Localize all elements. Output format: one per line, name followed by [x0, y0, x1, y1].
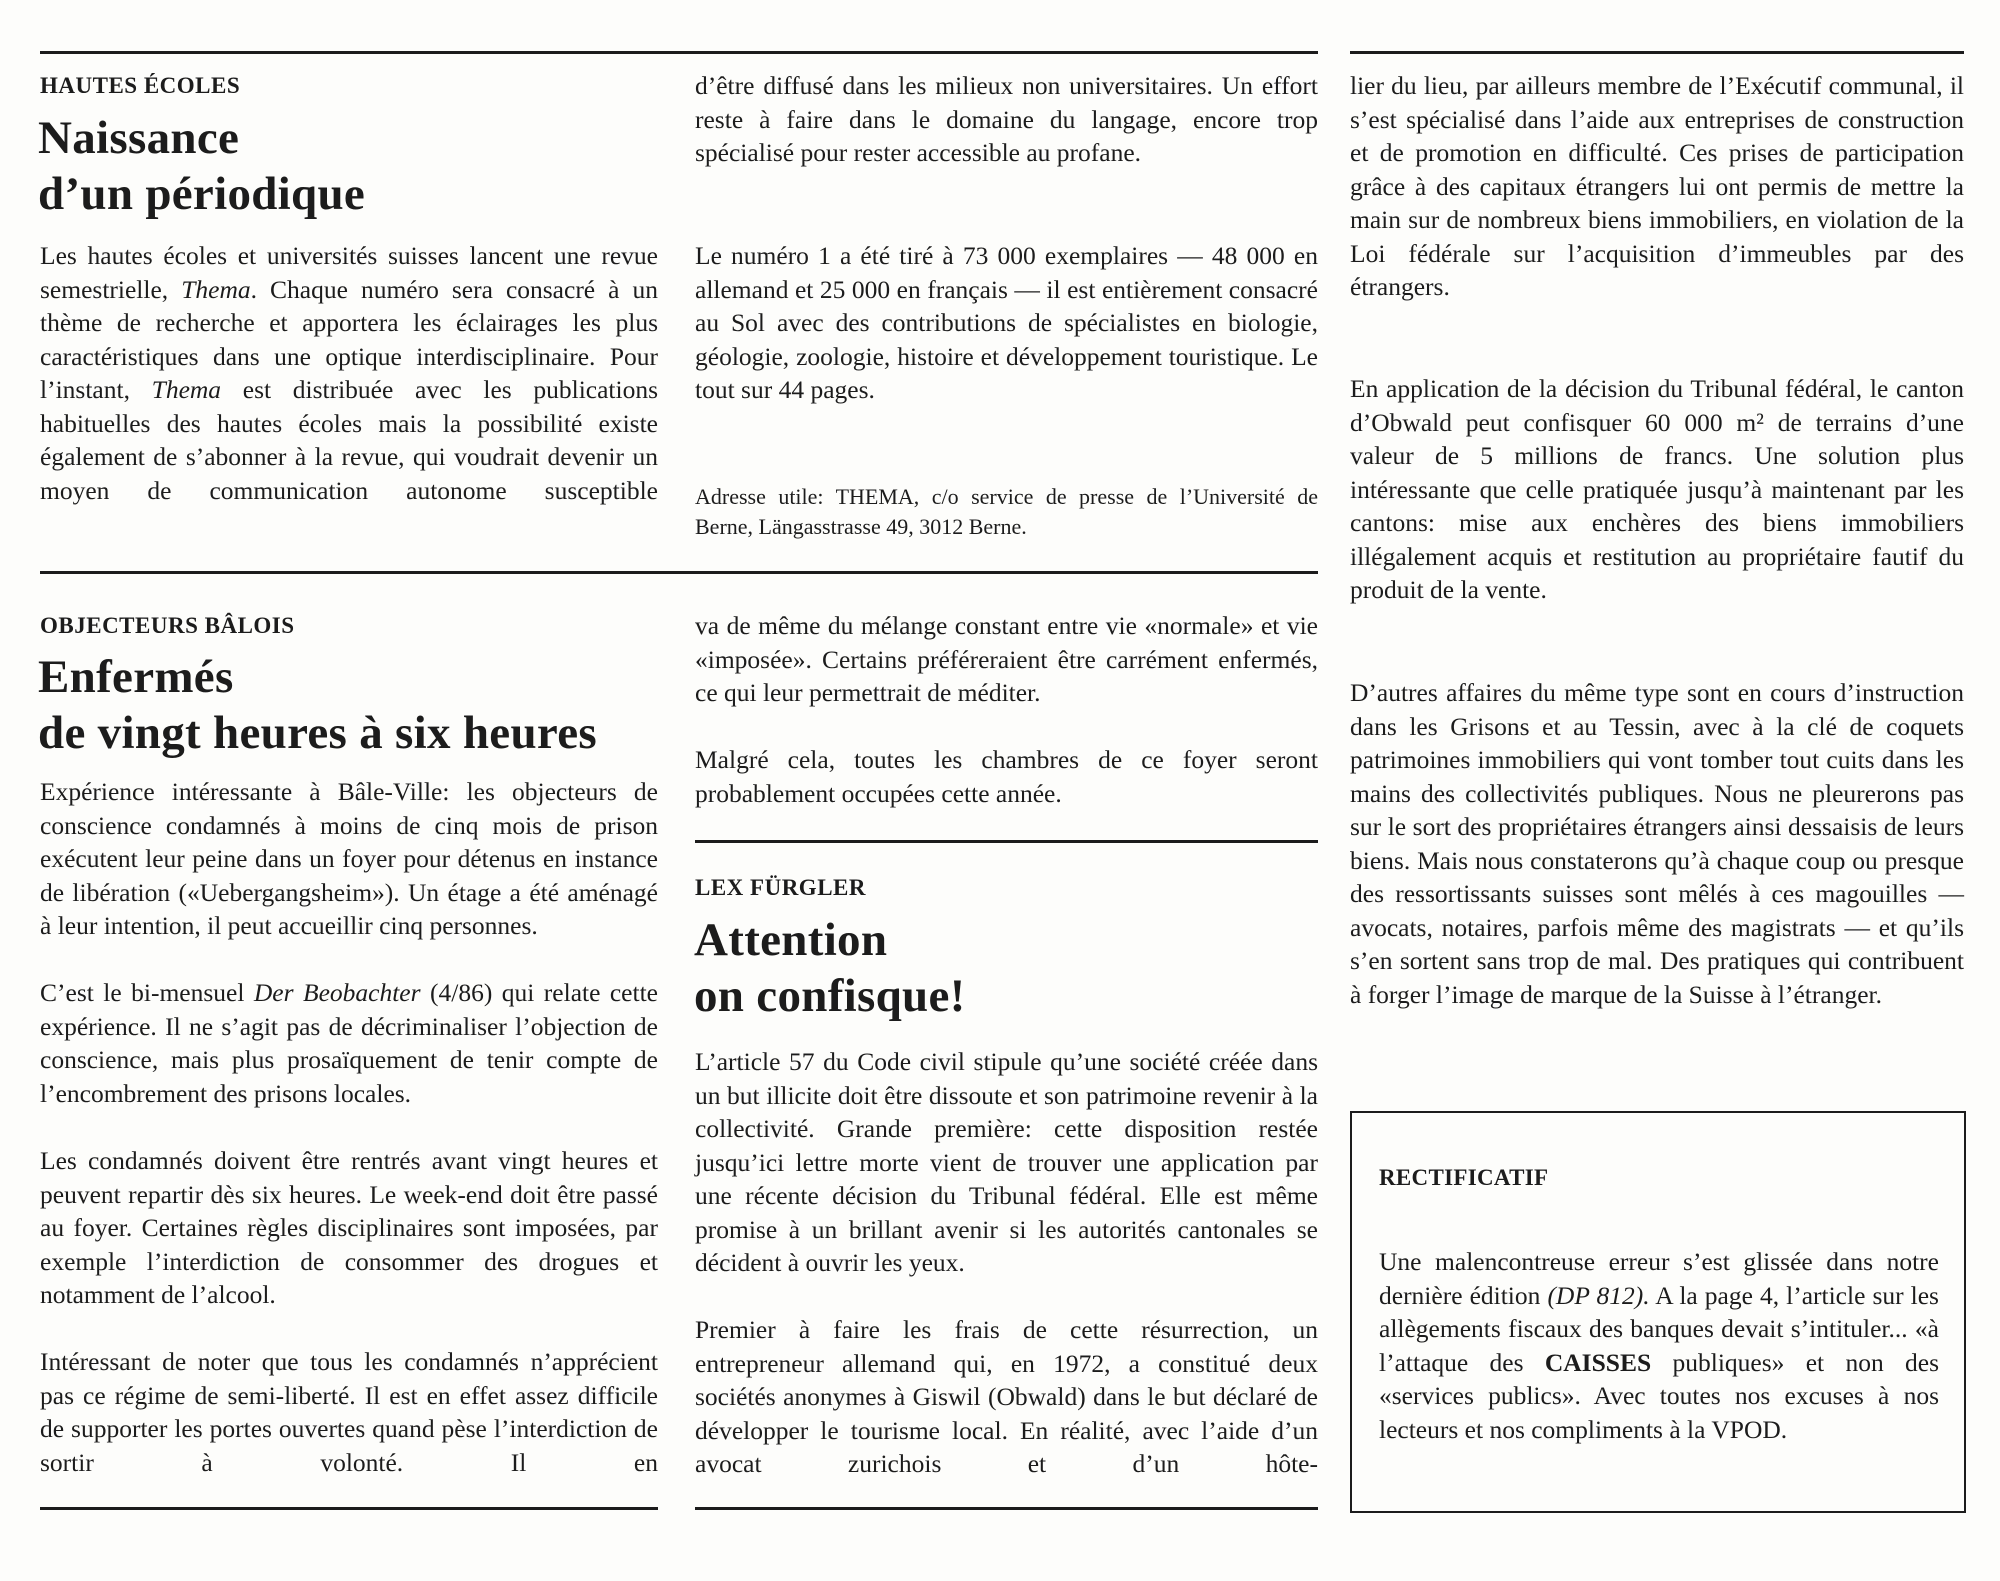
bottom-rule-middle — [695, 1507, 1318, 1510]
lex-paragraph-4: En application de la décision du Tribunal fédéral, le canton d’Obwald peut confisquer 60 000 m² de terrains d’une valeur de 5 millions de francs. Une solution plus intéressante que celle pratiquée jusqu’à maintenant par les cantons: mise aux enchères des biens immobiliers illégalement acquis et restitution au propriétaire fautif du produit de la vente. — [1350, 374, 1964, 604]
headline-line-1: Naissance — [38, 112, 240, 164]
headline-line-2: d’un périodique — [38, 168, 366, 220]
section-divider-rule — [40, 571, 1318, 574]
rectificatif-text: Une malencontreuse erreur s’est glissée dans notre dernière édition (DP 812). A la page 4, l’article sur les allègements fiscaux des banques devait s’intituler... «à l’attaque des CAISSES publiques» et non des «services publics». Avec toutes nos excuses à nos lecteurs et nos compliments à la VPOD. — [1379, 1247, 1940, 1444]
thema-title-2: Thema — [151, 375, 222, 404]
headline-enfermes — [38, 649, 597, 761]
lex-top-rule — [695, 840, 1318, 843]
top-rule-right — [1350, 51, 1964, 54]
rectificatif-box — [1350, 1111, 1966, 1513]
lex-paragraph-5: D’autres affaires du même type sont en cours d’instruction dans les Grisons et au Tessin, avec à la clé de coquets patrimoines immobiliers qui vont tomber tout cuits dans les mains des collectivités publiques. Nous ne pleurerons pas sur le sort des propriétaires étrangers ainsi dessaisis de leurs biens. Mais nous constaterons qu’à chaque coup ou presque des ressortissants suisses sont mêlés à ces magouilles — avocats, notaires, parfois même des magistrats — et qu’ils s’en sortent sans trop de mal. Des pratiques qui contribuent à forger l’image de marque de la Suisse à l’étranger. — [1350, 678, 1964, 1009]
objecteurs-paragraph-6: Malgré cela, toutes les chambres de ce foyer seront probablement occupées cette année. — [695, 745, 1318, 808]
lex-paragraph-2: Premier à faire les frais de cette résurrection, un entrepreneur allemand qui, en 1972, a constitué deux sociétés anonymes à Giswil (Obwald) dans le but déclaré de développer le tourisme local. En réalité, avec l’aide d’un avocat zurichois et d’un hôte- — [695, 1315, 1318, 1478]
kicker-hautes-ecoles: HAUTES ÉCOLES — [40, 73, 241, 98]
der-beobachter-title: Der Beobachter — [253, 978, 421, 1007]
headline-naissance-periodique — [38, 110, 365, 222]
thema-title-1: Thema — [181, 274, 251, 304]
caisses-emphasis: CAISSES — [1544, 1347, 1652, 1377]
lex-paragraph-3: lier du lieu, par ailleurs membre de l’Exécutif communal, il s’est spécialisé dans l’aide aux entreprises de construction et de promotion en difficulté. Ces prises de participation grâce à des capitaux étrangers lui ont permis de mettre la main sur de nombreux biens immobiliers, en violation de la Loi fédérale sur l’acquisition d’immeubles par des étrangers. — [1350, 71, 1964, 301]
headline-line-1: Enfermés — [38, 651, 234, 703]
lex-paragraph-1: L’article 57 du Code civil stipule qu’une société créée dans un but illicite doit être dissoute et son patrimoine revenir à la collectivité. Grande première: cette disposition restée jusqu’ici lettre morte vient de trouver une application par une récente décision du Tribunal fédéral. Elle est même promise à un brillant avenir si les autorités cantonales se décident à ouvrir les yeux. — [695, 1047, 1318, 1277]
kicker-objecteurs-balois: OBJECTEURS BÂLOIS — [40, 613, 295, 638]
headline-line-1: Attention — [694, 914, 888, 966]
hautes-paragraph-3: Le numéro 1 a été tiré à 73 000 exemplaires — 48 000 en allemand et 25 000 en français — il est entièrement consacré au Sol avec des contributions de spécialistes en biologie, géologie, zoologie, histoire et développement touristique. Le tout sur 44 pages. — [695, 241, 1318, 404]
top-rule-left — [40, 51, 1318, 54]
headline-line-2: de vingt heures à six heures — [38, 707, 597, 759]
dp-812-reference: (DP 812). — [1547, 1280, 1650, 1310]
headline-line-2: on confisque! — [694, 970, 966, 1022]
rectificatif-title: RECTIFICATIF — [1379, 1165, 1549, 1190]
objecteurs-paragraph-2: C’est le bi-mensuel Der Beobachter (4/86) qui relate cette expérience. Il ne s’agit pas de décriminaliser l’objection de conscience, mais plus prosaïquement de tenir compte de l’encombrement des prisons locales. — [40, 978, 658, 1108]
kicker-lex-furgler: LEX FÜRGLER — [695, 875, 866, 900]
hautes-address: Adresse utile: THEMA, c/o service de presse de l’Université de Berne, Längasstrasse 49, 3012 Berne. — [695, 484, 1318, 539]
bottom-rule-left — [40, 1507, 658, 1510]
headline-attention-confisque — [694, 912, 966, 1024]
objecteurs-paragraph-1: Expérience intéressante à Bâle-Ville: les objecteurs de conscience condamnés à moins de cinq mois de prison exécutent leur peine dans un foyer pour détenus en instance de libération («Uebergangsheim»). Un étage a été aménagé à leur intention, il peut accueillir cinq personnes. — [40, 777, 658, 940]
objecteurs-paragraph-4: Intéressant de noter que tous les condamnés n’apprécient pas ce régime de semi-liberté. Il est en effet assez difficile de supporter les portes ouvertes quand pèse l’interdiction de sortir à volonté. Il en — [40, 1347, 658, 1477]
objecteurs-paragraph-5: va de même du mélange constant entre vie «normale» et vie «imposée». Certains préféreraient être carrément enfermés, ce qui leur permettrait de méditer. — [695, 611, 1318, 707]
objecteurs-paragraph-3: Les condamnés doivent être rentrés avant vingt heures et peuvent repartir dès six heures. Le week-end doit être passé au foyer. Certaines règles disciplinaires sont imposées, par exemple l’interdiction de consommer des drogues et notamment de l’alcool. — [40, 1146, 658, 1309]
hautes-paragraph-2: d’être diffusé dans les milieux non universitaires. Un effort reste à faire dans le domaine du langage, encore trop spécialisé pour rester accessible au profane. — [695, 71, 1318, 167]
hautes-paragraph-1: Les hautes écoles et universités suisses lancent une revue semestrielle, Thema. Chaque numéro sera consacré à un thème de recherche et apportera les éclairages les plus caractéristiques dans une optique interdisciplinaire. Pour l’instant, Thema est distribuée avec les publications habituelles des hautes écoles mais la possibilité existe également de s’abonner à la revue, qui voudrait devenir un moyen de communication autonome susceptible — [40, 241, 659, 505]
